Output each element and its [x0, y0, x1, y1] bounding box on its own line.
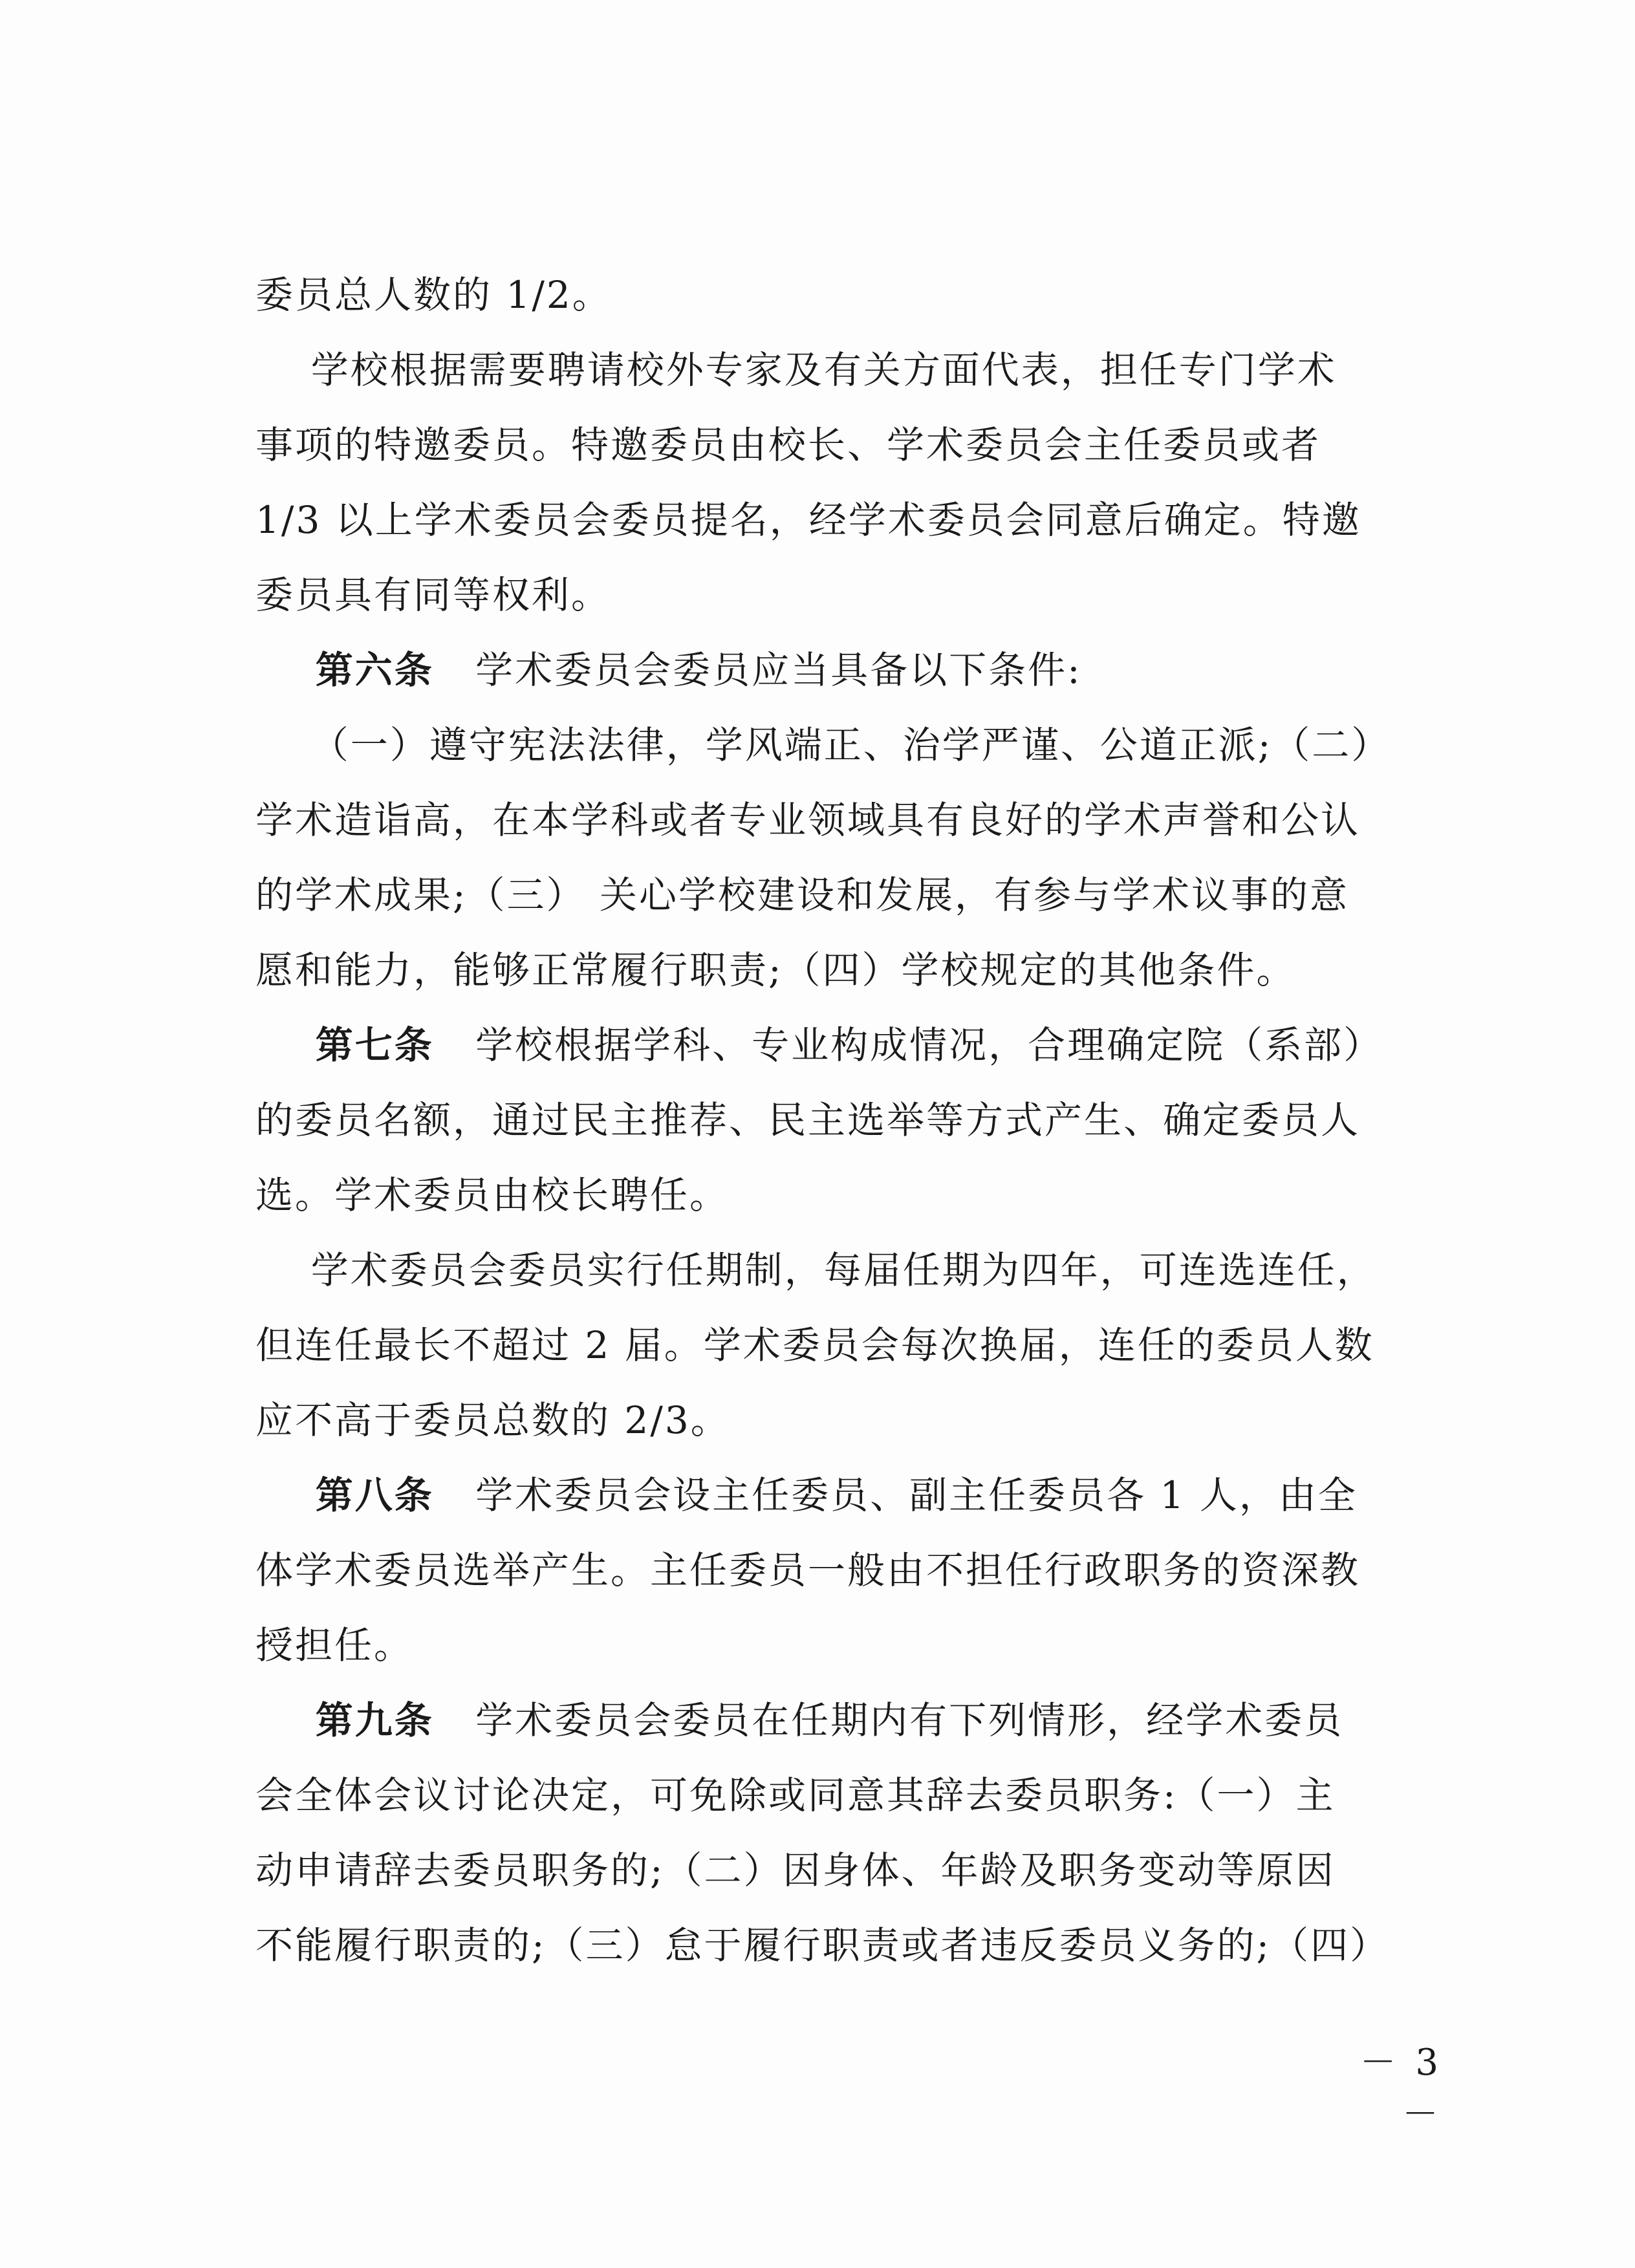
line-text: 但连任最长不超过 2 届。学术委员会每次换届，连任的委员人数: [255, 1323, 1374, 1367]
text-line: [255, 858, 1439, 933]
text-line: [255, 1233, 1439, 1308]
line-text: 应不高于委员总数的 2/3。: [255, 1398, 730, 1442]
line-text: 学术造诣高，在本学科或者专业领域具有良好的学术声誉和公认: [255, 798, 1361, 842]
text-line: [255, 783, 1439, 858]
article-heading: 第八条: [255, 1473, 434, 1517]
text-line: [255, 1083, 1439, 1158]
line-text: 学术委员会委员在任期内有下列情形，经学术委员: [433, 1698, 1344, 1742]
line-text: 动申请辞去委员职务的;（二）因身体、年龄及职务变动等原因: [255, 1848, 1336, 1892]
article-heading: 第六条: [255, 648, 434, 692]
text-line: [255, 1383, 1439, 1458]
line-text: 体学术委员选举产生。主任委员一般由不担任行政职务的资深教: [255, 1548, 1361, 1592]
line-text: 委员具有同等权利。: [255, 573, 611, 617]
line-text: 学术委员会委员应当具备以下条件:: [433, 648, 1082, 692]
text-line: [255, 1458, 1439, 1533]
text-line: [255, 557, 1439, 632]
document-body: [255, 257, 1439, 1983]
text-line: [255, 482, 1439, 557]
line-text: 学术委员会设主任委员、副主任委员各 1 人，由全: [433, 1473, 1358, 1517]
line-text: 学校根据需要聘请校外专家及有关方面代表，担任专门学术: [255, 348, 1337, 392]
line-text: 不能履行职责的;（三）怠于履行职责或者违反委员义务的;（四）: [255, 1923, 1390, 1967]
line-text: 的学术成果;（三） 关心学校建设和发展，有参与学术议事的意: [255, 873, 1349, 917]
text-line: [255, 332, 1439, 407]
line-text: 1/3 以上学术委员会委员提名，经学术委员会同意后确定。特邀: [255, 498, 1361, 542]
page-number: － 3 －: [1359, 2042, 1442, 2135]
text-line: [255, 1683, 1439, 1758]
text-line: [255, 1833, 1439, 1908]
line-text: 授担任。: [255, 1623, 414, 1667]
line-text: 学术委员会委员实行任期制，每届任期为四年，可连选连任，: [255, 1248, 1376, 1292]
line-text: 的委员名额，通过民主推荐、民主选举等方式产生、确定委员人: [255, 1098, 1361, 1142]
line-text: 会全体会议讨论决定，可免除或同意其辞去委员职务:（一）主: [255, 1773, 1336, 1817]
text-line: [255, 1308, 1439, 1383]
line-text: 选。学术委员由校长聘任。: [255, 1173, 730, 1217]
text-line: [255, 1608, 1439, 1683]
line-text: 事项的特邀委员。特邀委员由校长、学术委员会主任委员或者: [255, 423, 1321, 467]
text-line: [255, 933, 1439, 1008]
text-line: [255, 407, 1439, 482]
text-line: [255, 1158, 1439, 1233]
line-text: 学校根据学科、专业构成情况，合理确定院（系部）: [433, 1023, 1383, 1067]
line-text: 委员总人数的 1/2。: [255, 273, 612, 317]
text-line: [255, 1908, 1439, 1983]
article-heading: 第七条: [255, 1023, 434, 1067]
text-line: [255, 707, 1439, 783]
text-line: [255, 257, 1439, 332]
line-text: （一）遵守宪法法律，学风端正、治学严谨、公道正派;（二）: [255, 723, 1391, 767]
text-line: [255, 632, 1439, 707]
article-heading: 第九条: [255, 1698, 434, 1742]
line-text: 愿和能力，能够正常履行职责;（四）学校规定的其他条件。: [255, 948, 1296, 992]
text-line: [255, 1758, 1439, 1833]
text-line: [255, 1533, 1439, 1608]
text-line: [255, 1008, 1439, 1083]
